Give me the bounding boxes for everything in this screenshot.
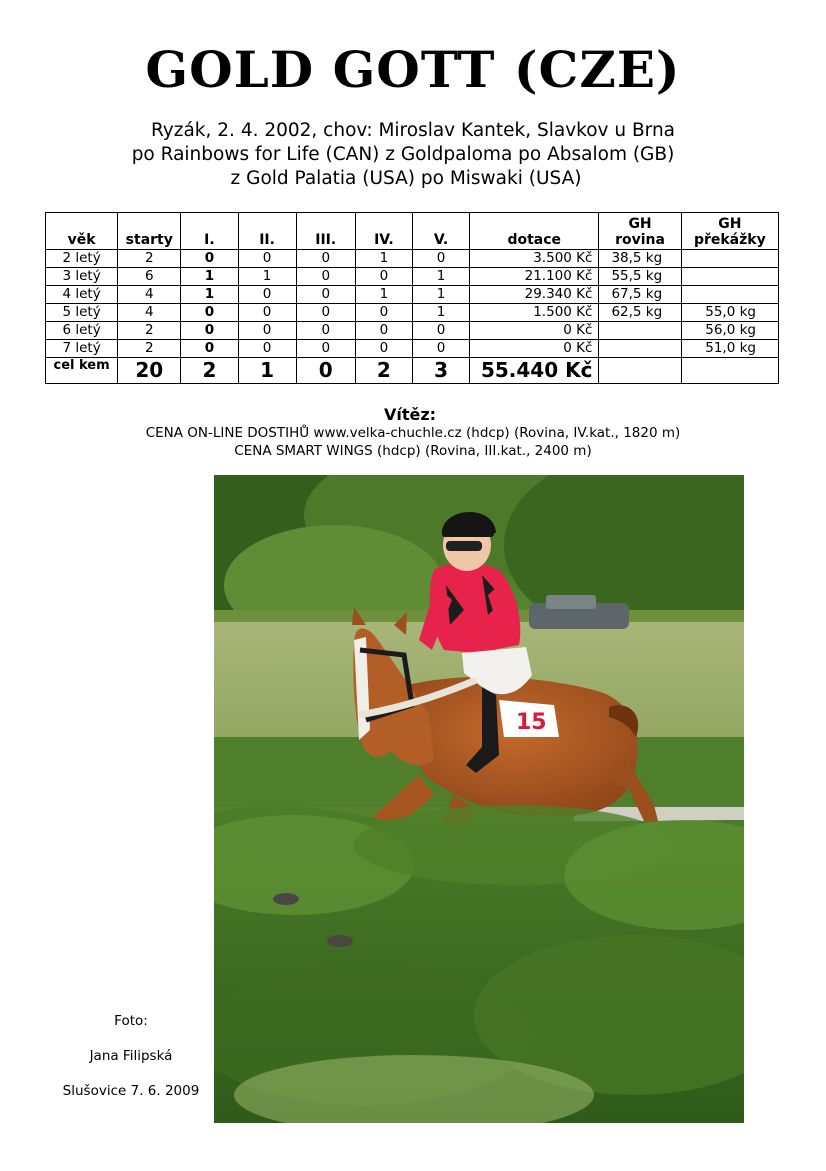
header-fourth: IV. — [355, 213, 412, 250]
winner-section — [0, 405, 826, 460]
cell-fourth: 0 — [355, 340, 412, 358]
career-stats-table — [45, 212, 779, 384]
cell-fifth: 1 — [412, 304, 469, 322]
cell-age: 2 letý — [46, 250, 118, 268]
cell-prize: 29.340 Kč — [470, 286, 599, 304]
photo-credit-date: Slušovice 7. 6. 2009 — [62, 1083, 200, 1099]
header-gh-flat — [599, 213, 681, 250]
cell-age: 4 letý — [46, 286, 118, 304]
header-first: I. — [181, 213, 238, 250]
total-fourth: 2 — [355, 358, 412, 384]
table-row — [46, 340, 779, 358]
cell-fourth: 0 — [355, 322, 412, 340]
cell-first: 0 — [181, 322, 238, 340]
cell-first: 1 — [181, 268, 238, 286]
cell-third: 0 — [296, 304, 355, 322]
header-gh-flat-line2: rovina — [615, 232, 665, 248]
cell-first: 1 — [181, 286, 238, 304]
cell-first: 0 — [181, 250, 238, 268]
table-row — [46, 286, 779, 304]
cell-gh-jump — [681, 286, 778, 304]
cell-starts: 2 — [118, 340, 181, 358]
table-header-row — [46, 213, 779, 250]
header-prize: dotace — [470, 213, 599, 250]
cell-fourth: 0 — [355, 304, 412, 322]
cell-prize: 0 Kč — [470, 322, 599, 340]
total-third: 0 — [296, 358, 355, 384]
cell-gh-flat — [599, 322, 681, 340]
total-second: 1 — [238, 358, 296, 384]
cell-third: 0 — [296, 322, 355, 340]
winner-heading: Vítěz: — [383, 405, 437, 424]
cell-second: 0 — [238, 322, 296, 340]
cell-third: 0 — [296, 250, 355, 268]
race-photo — [214, 475, 744, 1123]
cell-gh-jump — [681, 250, 778, 268]
total-first: 2 — [181, 358, 238, 384]
cell-gh-jump: 55,0 kg — [681, 304, 778, 322]
total-starts: 20 — [118, 358, 181, 384]
horse-jumping-photo — [214, 475, 744, 1123]
cell-gh-jump: 56,0 kg — [681, 322, 778, 340]
table-total-row — [46, 358, 779, 384]
header-gh-jump — [681, 213, 778, 250]
total-prize: 55.440 Kč — [470, 358, 599, 384]
cell-starts: 4 — [118, 304, 181, 322]
cell-fifth: 1 — [412, 268, 469, 286]
header-second: II. — [238, 213, 296, 250]
header-gh-jump-line2: překážky — [693, 232, 766, 248]
cell-gh-flat: 67,5 kg — [599, 286, 681, 304]
total-gh-flat — [599, 358, 681, 384]
cell-starts: 2 — [118, 322, 181, 340]
total-gh-jump — [681, 358, 778, 384]
saddle-number: 15 — [516, 710, 547, 735]
header-starts: starty — [118, 213, 181, 250]
cell-gh-flat — [599, 340, 681, 358]
table-row — [46, 304, 779, 322]
pedigree-line-2: po Rainbows for Life (CAN) z Goldpaloma po Absalom (GB) — [131, 144, 675, 165]
photo-credit-author: Jana Filipská — [89, 1048, 173, 1064]
total-fifth: 3 — [412, 358, 469, 384]
pedigree-line-3: z Gold Palatia (USA) po Miswaki (USA) — [230, 168, 582, 189]
table-row — [46, 322, 779, 340]
cell-third: 0 — [296, 286, 355, 304]
cell-fourth: 1 — [355, 250, 412, 268]
total-label: cel kem — [46, 358, 118, 384]
cell-fifth: 0 — [412, 340, 469, 358]
cell-fifth: 0 — [412, 322, 469, 340]
page-title: GOLD GOTT (CZE) — [145, 40, 681, 99]
cell-prize: 21.100 Kč — [470, 268, 599, 286]
cell-prize: 1.500 Kč — [470, 304, 599, 322]
cell-first: 0 — [181, 304, 238, 322]
cell-third: 0 — [296, 268, 355, 286]
cell-fourth: 0 — [355, 268, 412, 286]
cell-prize: 0 Kč — [470, 340, 599, 358]
cell-age: 7 letý — [46, 340, 118, 358]
header-fifth: V. — [412, 213, 469, 250]
cell-age: 3 letý — [46, 268, 118, 286]
header-third: III. — [296, 213, 355, 250]
winner-race-1: CENA ON-LINE DOSTIHŮ www.velka-chuchle.cz (hdcp) (Rovina, IV.kat., 1820 m) — [145, 425, 681, 441]
cell-gh-flat: 55,5 kg — [599, 268, 681, 286]
cell-fifth: 0 — [412, 250, 469, 268]
header-gh-flat-line1: GH — [628, 216, 652, 232]
cell-gh-jump — [681, 268, 778, 286]
cell-second: 0 — [238, 250, 296, 268]
cell-second: 1 — [238, 268, 296, 286]
cell-fifth: 1 — [412, 286, 469, 304]
pedigree-block — [0, 119, 820, 191]
cell-first: 0 — [181, 340, 238, 358]
cell-gh-jump: 51,0 kg — [681, 340, 778, 358]
header-age: věk — [46, 213, 118, 250]
pedigree-line-1: Ryzák, 2. 4. 2002, chov: Miroslav Kantek, Slavkov u Brna — [150, 120, 676, 141]
cell-starts: 6 — [118, 268, 181, 286]
cell-prize: 3.500 Kč — [470, 250, 599, 268]
cell-second: 0 — [238, 340, 296, 358]
cell-starts: 2 — [118, 250, 181, 268]
winner-race-2: CENA SMART WINGS (hdcp) (Rovina, III.kat., 2400 m) — [234, 443, 592, 459]
cell-age: 5 letý — [46, 304, 118, 322]
cell-starts: 4 — [118, 286, 181, 304]
table-row — [46, 268, 779, 286]
table-row — [46, 250, 779, 268]
cell-fourth: 1 — [355, 286, 412, 304]
cell-age: 6 letý — [46, 322, 118, 340]
photo-credit-label: Foto: — [114, 1013, 148, 1029]
cell-third: 0 — [296, 340, 355, 358]
header-gh-jump-line1: GH — [718, 216, 742, 232]
cell-gh-flat: 62,5 kg — [599, 304, 681, 322]
cell-second: 0 — [238, 304, 296, 322]
cell-second: 0 — [238, 286, 296, 304]
cell-gh-flat: 38,5 kg — [599, 250, 681, 268]
